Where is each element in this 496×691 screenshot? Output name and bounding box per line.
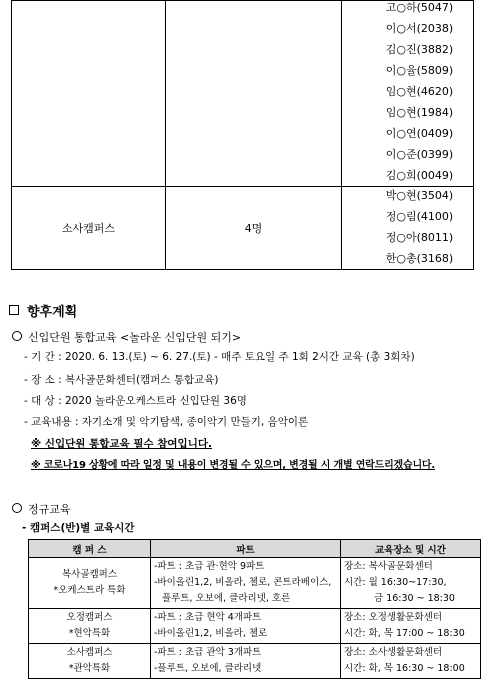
names-cell <box>342 1 474 187</box>
time-line: 시간: 월 16:30~17:30, <box>344 577 447 588</box>
member-name: 이○준(0399) <box>385 148 454 161</box>
place-line: 장소: 복사골문화센터 <box>344 561 433 572</box>
member-name: 정○아(8011) <box>385 231 454 244</box>
header-place: 교육장소 및 시간 <box>341 540 481 558</box>
member-name: 이○율(5809) <box>385 64 454 77</box>
plan-content: - 교육내용 : 자기소개 및 악기탐색, 종이악기 만들기, 음악이론 <box>24 416 309 428</box>
regular-subtitle: - 캠퍼스(반)별 교육시간 <box>22 522 135 534</box>
names-cell <box>342 187 474 270</box>
table-row <box>29 609 481 644</box>
place-cell <box>341 558 481 609</box>
campus-cell <box>29 644 151 679</box>
part-line: -파트 : 초급 관·현악 9파트 <box>154 561 265 572</box>
plan-place: - 장 소 : 복사골문화센터(캠퍼스 통합교육) <box>24 374 219 386</box>
schedule-table <box>28 539 481 679</box>
member-name: 이○서(2038) <box>385 22 454 35</box>
member-name: 임○현(4620) <box>385 85 454 98</box>
member-name: 임○현(1984) <box>385 106 454 119</box>
campus-cell <box>12 1 166 187</box>
campus-name: 오정캠퍼스 <box>66 612 113 623</box>
checkbox-square-icon <box>9 305 19 315</box>
section-heading <box>9 301 77 320</box>
campus-name: 복사골캠퍼스 <box>61 569 118 580</box>
campus-name: 소사캠퍼스 <box>66 647 113 658</box>
place-line: 장소: 오정생활문화센터 <box>344 612 442 623</box>
plan-item-title <box>12 329 241 345</box>
part-line: -바이올린1,2, 비올라, 첼로, 콘트라베이스, <box>154 577 332 588</box>
plan-period: - 기 간 : 2020. 6. 13.(토) ~ 6. 27.(토) - 매주 토요일 주 1회 2시간 교육 (총 3회차) <box>24 351 415 363</box>
participants-table <box>11 0 474 270</box>
count-cell: 4명 <box>166 187 342 270</box>
part-cell <box>151 644 341 679</box>
part-line: -파트 : 초급 관악 3개파트 <box>154 647 262 658</box>
place-line: 장소: 소사생활문화센터 <box>344 647 442 658</box>
table-row <box>12 187 474 270</box>
campus-cell <box>29 558 151 609</box>
time-line: 금 16:30 ~ 18:30 <box>374 593 455 604</box>
member-name: 김○진(3882) <box>385 43 454 56</box>
member-name: 고○하(5047) <box>385 1 454 14</box>
campus-cell <box>29 609 151 644</box>
circle-bullet-icon <box>12 331 22 341</box>
member-name: 정○림(4100) <box>385 210 454 223</box>
part-cell <box>151 558 341 609</box>
part-line: 플루트, 오보에, 클라리넷, 호른 <box>162 593 291 604</box>
place-cell <box>341 644 481 679</box>
notice-required: ※ 신입단원 통합교육 필수 참여입니다. <box>31 438 212 450</box>
header-part: 파트 <box>151 540 341 558</box>
part-cell <box>151 609 341 644</box>
part-line: -파트 : 초급 현악 4개파트 <box>154 612 262 623</box>
notice-covid: ※ 코로나19 상황에 따라 일정 및 내용이 변경될 수 있으며, 변경될 시 개별 연락드리겠습니다. <box>31 460 435 471</box>
member-name: 김○희(0049) <box>385 169 454 182</box>
regular-title <box>12 501 71 517</box>
campus-specialty: *관악특화 <box>68 663 111 674</box>
time-line: 시간: 화, 목 16:30 ~ 18:00 <box>344 663 465 674</box>
table-header-row <box>29 540 481 558</box>
part-line: -플루트, 오보에, 클라리넷 <box>154 663 262 674</box>
table-row <box>12 1 474 187</box>
place-cell <box>341 609 481 644</box>
campus-specialty: *현악특화 <box>68 628 111 639</box>
member-name: 이○연(0409) <box>385 127 454 140</box>
section-heading-text: 향후계획 <box>27 305 78 320</box>
circle-bullet-icon <box>12 503 22 513</box>
member-name: 한○총(3168) <box>385 252 454 265</box>
count-cell <box>166 1 342 187</box>
header-campus: 캠 퍼 스 <box>29 540 151 558</box>
part-line: -바이올린1,2, 비올라, 첼로 <box>154 628 268 639</box>
table-row <box>29 558 481 609</box>
campus-cell: 소사캠퍼스 <box>12 187 166 270</box>
member-name: 박○현(3504) <box>385 189 454 202</box>
time-line: 시간: 화, 목 17:00 ~ 18:30 <box>344 628 465 639</box>
regular-title-text: 정규교육 <box>28 503 71 516</box>
campus-specialty: *오케스트라 특화 <box>53 585 126 596</box>
table-row <box>29 644 481 679</box>
plan-target: - 대 상 : 2020 놀라운오케스트라 신입단원 36명 <box>24 395 247 407</box>
plan-item-title-text: 신입단원 통합교육 <놀라운 신입단원 되기> <box>28 331 242 344</box>
